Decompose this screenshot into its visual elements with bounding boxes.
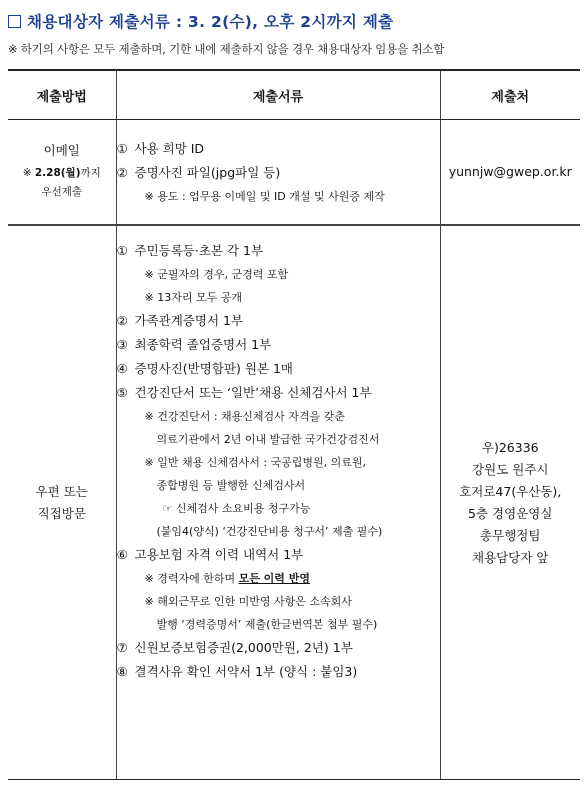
address-line: 호저로47(우산동), xyxy=(459,483,562,499)
page-header xyxy=(8,10,580,57)
list-item: ④ 증명사진(반명함판) 원본 1매 xyxy=(116,361,293,376)
method-cell-mail xyxy=(8,225,116,780)
method-mail-line2: 직접방문 xyxy=(37,505,86,521)
notice-text: ※ 하기의 사항은 모두 제출하며, 기한 내에 제출하지 않을 경우 채용대상자 임용을 취소함 xyxy=(8,42,445,56)
list-item-note: 의료기관에서 2년 이내 발급한 국가건강검진서 xyxy=(156,433,380,446)
list-item-note: ※ 해외근무로 인한 미반영 사항은 소속회사 xyxy=(144,595,352,608)
method-cell-email xyxy=(8,120,116,226)
submission-table xyxy=(8,69,580,780)
destination-mail xyxy=(440,225,580,780)
method-email-note2: 우선제출 xyxy=(41,186,83,198)
list-item-note: ※ 경력자에 한하며 모든 이력 반영 xyxy=(144,572,311,585)
address-line: 5층 경영운영실 xyxy=(468,505,553,521)
list-item-note: ※ 13자리 모두 공개 xyxy=(144,291,242,304)
list-item: ⑤ 건강진단서 또는 ‘일반’채용 신체검사서 1부 xyxy=(116,385,372,400)
highlight-text: 모든 이력 반영 xyxy=(238,572,311,585)
page-title xyxy=(8,10,580,32)
title-text: 채용대상자 제출서류 : 3. 2(수), 오후 2시까지 제출 xyxy=(27,13,394,31)
method-mail-line1: 우편 또는 xyxy=(35,483,88,499)
list-item: ② 증명사진 파일(jpg파일 등) xyxy=(116,164,281,180)
list-item: ⑧ 결격사유 확인 서약서 1부 (양식 : 붙임3) xyxy=(116,664,358,679)
list-item: ⑥ 고용보험 자격 이력 내역서 1부 xyxy=(116,547,304,562)
list-item-note: ☞ 신체검사 소요비용 청구가능 xyxy=(162,502,311,515)
list-item: ① 사용 희망 ID xyxy=(116,140,205,156)
table-row-email xyxy=(8,120,580,226)
list-item-note: ※ 군필자의 경우, 군경력 포함 xyxy=(144,268,289,281)
address-line: 강원도 원주시 xyxy=(472,461,549,477)
list-item: ② 가족관계증명서 1부 xyxy=(116,313,244,328)
documents-cell-email xyxy=(116,120,440,226)
list-item-note: (붙임4(양식) ‘건강진단비용 청구서’ 제출 필수) xyxy=(156,525,383,538)
column-header-documents: 제출서류 xyxy=(116,70,440,120)
list-item: ⑦ 신원보증보험증권(2,000만원, 2년) 1부 xyxy=(116,640,353,655)
deadline-date: 2.28(월) xyxy=(34,167,81,179)
table-header-row xyxy=(8,70,580,120)
address-line: 우)26336 xyxy=(481,439,539,455)
destination-email: yunnjw@gwep.or.kr xyxy=(440,120,580,226)
list-item: ① 주민등록등·초본 각 1부 xyxy=(116,243,264,258)
list-item-note: ※ 용도 : 업무용 이메일 및 ID 개설 및 사원증 제작 xyxy=(144,189,385,203)
list-item-note: ※ 건강진단서 : 채용신체검사 자격을 갖춘 xyxy=(144,410,345,423)
list-item-note: 종합병원 등 발행한 신체검사서 xyxy=(156,479,306,492)
documents-cell-mail xyxy=(116,225,440,780)
column-header-method: 제출방법 xyxy=(8,70,116,120)
list-item: ③ 최종학력 졸업증명서 1부 xyxy=(116,337,272,352)
table-row-mail xyxy=(8,225,580,780)
checkbox-square-icon xyxy=(8,15,21,28)
method-email: 이메일 xyxy=(43,143,80,158)
list-item-note: 발행 ‘경력증명서’ 제출(한글번역본 첨부 필수) xyxy=(156,618,378,631)
method-email-note: ※ 2.28(월)까지 xyxy=(22,167,101,179)
address-line: 채용담당자 앞 xyxy=(472,549,549,565)
list-item-note: ※ 일반 채용 신체검사서 : 국공립병원, 의료원, xyxy=(144,456,367,469)
column-header-destination: 제출처 xyxy=(440,70,580,120)
address-line: 총무행정팀 xyxy=(480,527,541,543)
